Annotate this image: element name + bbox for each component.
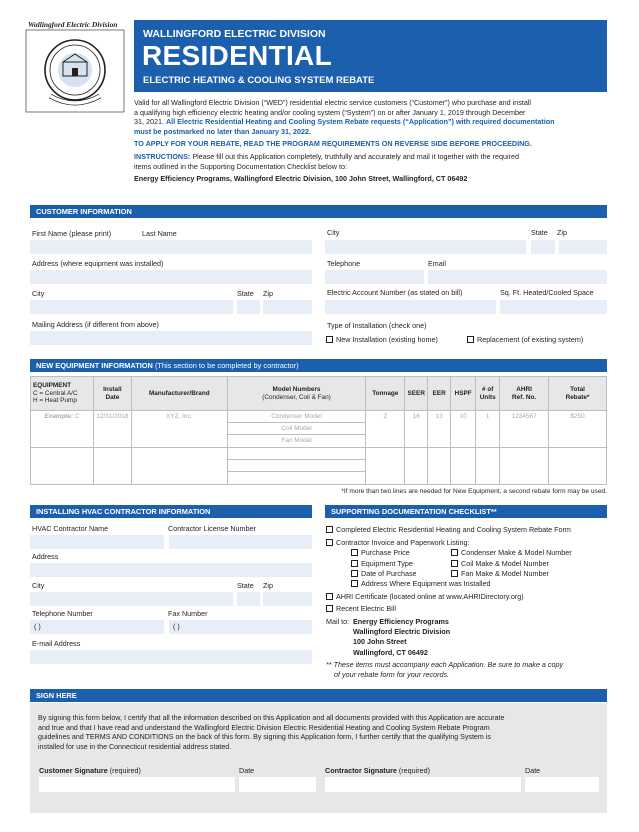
logo-org-name: Wallingford Electric Division	[28, 20, 118, 29]
col-equipment-h: H = Heat Pump	[33, 397, 77, 405]
row1-tonnage[interactable]	[366, 448, 405, 485]
col-install-date	[93, 377, 131, 411]
row1-equipment[interactable]	[31, 448, 94, 485]
contractor-email-label: E-mail Address	[32, 639, 81, 648]
checkbox[interactable]	[451, 549, 458, 556]
contractor-city-label: City	[32, 581, 45, 590]
contractor-signature-label	[325, 766, 430, 775]
checkbox[interactable]	[351, 570, 358, 577]
col-model-sub: (Condenser, Coil & Fan)	[262, 393, 331, 401]
col-model-label: Model Numbers	[272, 386, 321, 394]
contractor-phone-label: Telephone Number	[32, 609, 93, 618]
state-right-field[interactable]	[531, 240, 555, 254]
sub-item-type[interactable]	[351, 559, 413, 568]
row1-models[interactable]	[227, 448, 366, 485]
example-models	[227, 411, 366, 448]
city-right-field[interactable]	[325, 240, 526, 254]
license-label: Contractor License Number	[168, 524, 256, 533]
checklist-label: Purchase Price	[361, 548, 410, 557]
checklist-label: Contractor Invoice and Paperwork Listing:	[336, 538, 470, 547]
sqft-field[interactable]	[500, 300, 607, 314]
contractor-address-label: Address	[32, 552, 59, 561]
contractor-name-field[interactable]	[30, 535, 164, 549]
checkbox[interactable]	[326, 539, 333, 546]
cert-line: installed for use in the Connecticut residential address stated.	[38, 742, 232, 751]
zip-right-label: Zip	[557, 228, 567, 237]
row1-hspf[interactable]	[451, 448, 476, 485]
new-install-option[interactable]	[326, 335, 438, 344]
example-coil: Coil Model	[228, 423, 366, 435]
zip-field[interactable]	[263, 300, 312, 314]
checklist-item-bill[interactable]	[326, 604, 396, 613]
example-tonnage: 2	[366, 411, 405, 448]
last-name-label: Last Name	[142, 229, 177, 238]
cert-line: By signing this form below, I certify that all the information described on this Application and all documents provided with this Application are accurate	[38, 714, 505, 722]
intro-deadline: All Electric Residential Heating and Cooling System Rebate requests (“Application”) with required documentation	[165, 117, 555, 127]
checklist-label: Equipment Type	[361, 559, 413, 568]
checkbox[interactable]	[451, 570, 458, 577]
telephone-field[interactable]	[325, 270, 424, 284]
example-equipment	[31, 411, 94, 448]
sub-item-condenser[interactable]	[451, 548, 572, 557]
customer-date-field[interactable]	[239, 777, 316, 792]
mail-to-address	[353, 617, 450, 658]
state-right-label: State	[531, 228, 548, 237]
install-type-label: Type of Installation (check one)	[327, 321, 427, 330]
sub-item-price[interactable]	[351, 548, 410, 557]
mail-line: Wallingford, CT 06492	[353, 647, 428, 657]
intro-line: Valid for all Wallingford Electric Division (“WED”) residential electric service customers (“Customer”) who purchase and install	[134, 98, 532, 107]
col-total-b: Rebate*	[565, 393, 590, 401]
replacement-checkbox[interactable]	[467, 336, 474, 343]
col-ahri-b: Ref. No.	[512, 393, 537, 401]
col-install: Install	[103, 386, 122, 394]
example-date: 12/31/2018	[93, 411, 131, 448]
row1-ahri[interactable]	[500, 448, 549, 485]
wed-logo	[22, 20, 128, 116]
row1-rebate[interactable]	[549, 448, 607, 485]
instructions-text: Please fill out this Application completely, truthfully and accurately and mail it together with the required	[192, 151, 519, 161]
zip-label: Zip	[263, 289, 273, 298]
checklist-label: Fan Make & Model Number	[461, 569, 549, 578]
example-seer: 16	[405, 411, 428, 448]
checklist-label: Coil Make & Model Number	[461, 559, 549, 568]
header-org: WALLINGFORD ELECTRIC DIVISION	[143, 28, 326, 40]
contractor-zip-label: Zip	[263, 581, 273, 590]
equipment-title: NEW EQUIPMENT INFORMATION	[36, 361, 153, 370]
email-field[interactable]	[428, 270, 607, 284]
checklist-label: Address Where Equipment was Installed	[361, 579, 491, 588]
checklist-label: Date of Purchase	[361, 569, 417, 578]
intro-line: 31, 2021.	[134, 117, 164, 127]
contractor-date-field[interactable]	[525, 777, 599, 792]
sub-item-address[interactable]	[351, 579, 490, 588]
col-ahri-a: AHRI	[516, 386, 532, 394]
contractor-name-label: HVAC Contractor Name	[32, 524, 109, 533]
checkbox[interactable]	[351, 580, 358, 587]
address-field[interactable]	[30, 270, 312, 284]
col-manufacturer: Manufacturer/Brand	[131, 377, 227, 411]
col-units	[476, 377, 500, 411]
col-hspf: HSPF	[451, 377, 476, 411]
example-eer: 13	[428, 411, 451, 448]
col-seer: SEER	[405, 377, 428, 411]
checklist-label: AHRI Certificate (located online at www.AHRIDirectory.org)	[336, 592, 524, 601]
col-units-a: # of	[481, 386, 494, 394]
mailing-address: Energy Efficiency Programs, Wallingford Electric Division, 100 John Street, Wallingford, CT 06492	[134, 174, 468, 184]
sub-item-coil[interactable]	[451, 559, 549, 568]
city-right-label: City	[327, 228, 340, 237]
first-name-label: First Name (please print)	[32, 229, 112, 238]
checklist-item-ahri[interactable]	[326, 592, 524, 601]
instructions-text: items outlined in the Supporting Documentation Checklist below to:	[134, 161, 347, 171]
state-label: State	[237, 289, 254, 298]
equipment-footnote: *If more than two lines are needed for New Equipment, a second rebate form may be used.	[341, 488, 607, 495]
col-equipment-label: EQUIPMENT	[33, 382, 71, 390]
state-field[interactable]	[237, 300, 260, 314]
customer-date-label: Date	[239, 766, 255, 775]
customer-section-header: CUSTOMER INFORMATION	[30, 205, 607, 218]
row1-brand[interactable]	[131, 448, 227, 485]
equipment-table	[30, 376, 607, 485]
replacement-label: Replacement (of existing system)	[477, 335, 584, 344]
required-text: (required)	[398, 766, 431, 775]
table-row[interactable]	[31, 448, 607, 485]
row1-units[interactable]	[476, 448, 500, 485]
checklist-item-form[interactable]	[326, 525, 571, 534]
row1-date[interactable]	[93, 448, 131, 485]
sub-item-fan[interactable]	[451, 569, 549, 578]
mail-line: 100 John Street	[353, 637, 407, 647]
mail-line: Wallingford Electric Division	[353, 627, 451, 637]
col-date: Date	[105, 393, 120, 401]
checklist-note	[326, 660, 563, 680]
contractor-phone-field[interactable]: ( )	[30, 620, 164, 634]
cert-line: guidelines and TERMS AND CONDITIONS on the back of this form. By signing this Application form, I further certify that the qualifying System is	[38, 733, 491, 742]
contractor-section-header: INSTALLING HVAC CONTRACTOR INFORMATION	[30, 505, 312, 518]
intro-line: a qualifying high efficiency electric heating and/or cooling system (“System”) on or after January 1, 2019 through December	[134, 107, 526, 117]
sqft-label: Sq. Ft. Heated/Cooled Space	[500, 288, 594, 297]
header-band	[134, 20, 607, 92]
city-label: City	[32, 289, 45, 298]
checkbox[interactable]	[326, 593, 333, 600]
contractor-date-label: Date	[525, 766, 541, 775]
col-tonnage: Tonnage	[366, 377, 405, 411]
checkbox[interactable]	[351, 549, 358, 556]
table-row	[31, 411, 607, 448]
account-field[interactable]	[325, 300, 496, 314]
contractor-city-field[interactable]	[30, 592, 233, 606]
col-model	[227, 377, 366, 411]
customer-signature-label	[39, 766, 141, 775]
header-subtitle: ELECTRIC HEATING & COOLING SYSTEM REBATE	[143, 75, 375, 86]
zip-right-field[interactable]	[559, 240, 607, 254]
required-text: (required)	[109, 766, 141, 775]
contractor-address-field[interactable]	[30, 563, 312, 577]
checklist-label: Condenser Make & Model Number	[461, 548, 572, 557]
header-title: RESIDENTIAL	[142, 40, 332, 71]
telephone-label: Telephone	[327, 259, 361, 268]
checklist-item-invoice[interactable]	[326, 538, 469, 547]
example-rebate: $250	[549, 411, 607, 448]
example-equipment-value: C	[74, 413, 80, 420]
license-field[interactable]	[169, 535, 312, 549]
city-field[interactable]	[30, 300, 233, 314]
sub-item-date[interactable]	[351, 569, 417, 578]
row1-eer[interactable]	[428, 448, 451, 485]
mail-to-label: Mail to:	[326, 617, 350, 626]
new-install-label: New Installation (existing home)	[336, 335, 438, 344]
mail-line: Energy Efficiency Programs	[353, 617, 449, 626]
note-line: ** These items must accompany each Application. Be sure to make a copy	[326, 660, 564, 669]
new-install-checkbox[interactable]	[326, 336, 333, 343]
contractor-state-label: State	[237, 581, 254, 590]
email-label: Email	[428, 259, 446, 268]
intro-deadline: must be postmarked no later than January 31, 2022.	[134, 126, 311, 136]
equipment-subtitle: (This section to be completed by contractor)	[154, 361, 299, 370]
example-units: 1	[476, 411, 500, 448]
cert-line: and true and that I have read and understand the Wallingford Electric Division Electric Residential Heating and Cooling System Rebate Program	[38, 723, 490, 732]
replacement-option[interactable]	[467, 335, 583, 344]
col-eer: EER	[428, 377, 451, 411]
sign-section-header: SIGN HERE	[30, 689, 607, 702]
note-line: of your rebate form for your records.	[334, 670, 450, 679]
name-field[interactable]	[30, 240, 312, 254]
cont-sig-text: Contractor Signature	[325, 766, 397, 775]
example-brand: XYZ, Inc.	[131, 411, 227, 448]
example-fan: Fan Model	[281, 437, 312, 444]
checklist-label: Completed Electric Residential Heating and Cooling System Rebate Form	[336, 525, 571, 534]
customer-signature-field[interactable]	[39, 777, 235, 792]
row1-seer[interactable]	[405, 448, 428, 485]
col-equipment-c: C = Central A/C	[33, 389, 78, 397]
mailing-label: Mailing Address (if different from above)	[32, 320, 159, 329]
example-condenser: Condenser Model	[228, 411, 366, 423]
certification-text	[38, 714, 504, 752]
checkbox[interactable]	[351, 560, 358, 567]
col-ahri	[500, 377, 549, 411]
address-label: Address (where equipment was installed)	[32, 259, 164, 268]
account-label: Electric Account Number (as stated on bill)	[327, 288, 463, 297]
contractor-zip-field[interactable]	[263, 592, 312, 606]
checklist-section-header: SUPPORTING DOCUMENTATION CHECKLIST**	[325, 505, 607, 518]
contractor-signature-field[interactable]	[325, 777, 521, 792]
col-equipment	[31, 377, 94, 411]
col-total	[549, 377, 607, 411]
contractor-state-field[interactable]	[237, 592, 260, 606]
equipment-section-header	[30, 359, 607, 372]
col-total-a: Total	[570, 386, 585, 394]
intro-text	[134, 98, 609, 184]
cust-sig-text: Customer Signature	[39, 766, 108, 775]
contractor-email-field[interactable]	[30, 650, 312, 664]
instructions-label: INSTRUCTIONS:	[134, 151, 191, 161]
mailing-field[interactable]	[30, 331, 312, 345]
example-label: Example:	[44, 413, 73, 420]
intro-apply-note: TO APPLY FOR YOUR REBATE, READ THE PROGRAM REQUIREMENTS ON REVERSE SIDE BEFORE PROCEEDING.	[134, 139, 532, 149]
checkbox[interactable]	[451, 560, 458, 567]
contractor-fax-label: Fax Number	[168, 609, 208, 618]
checkbox[interactable]	[326, 526, 333, 533]
sign-panel	[30, 703, 607, 813]
checklist-label: Recent Electric Bill	[336, 604, 396, 613]
checkbox[interactable]	[326, 605, 333, 612]
col-units-b: Units	[479, 393, 496, 401]
example-hspf: 10	[451, 411, 476, 448]
example-ahri: 1234567	[500, 411, 549, 448]
contractor-fax-field[interactable]: ( )	[169, 620, 312, 634]
